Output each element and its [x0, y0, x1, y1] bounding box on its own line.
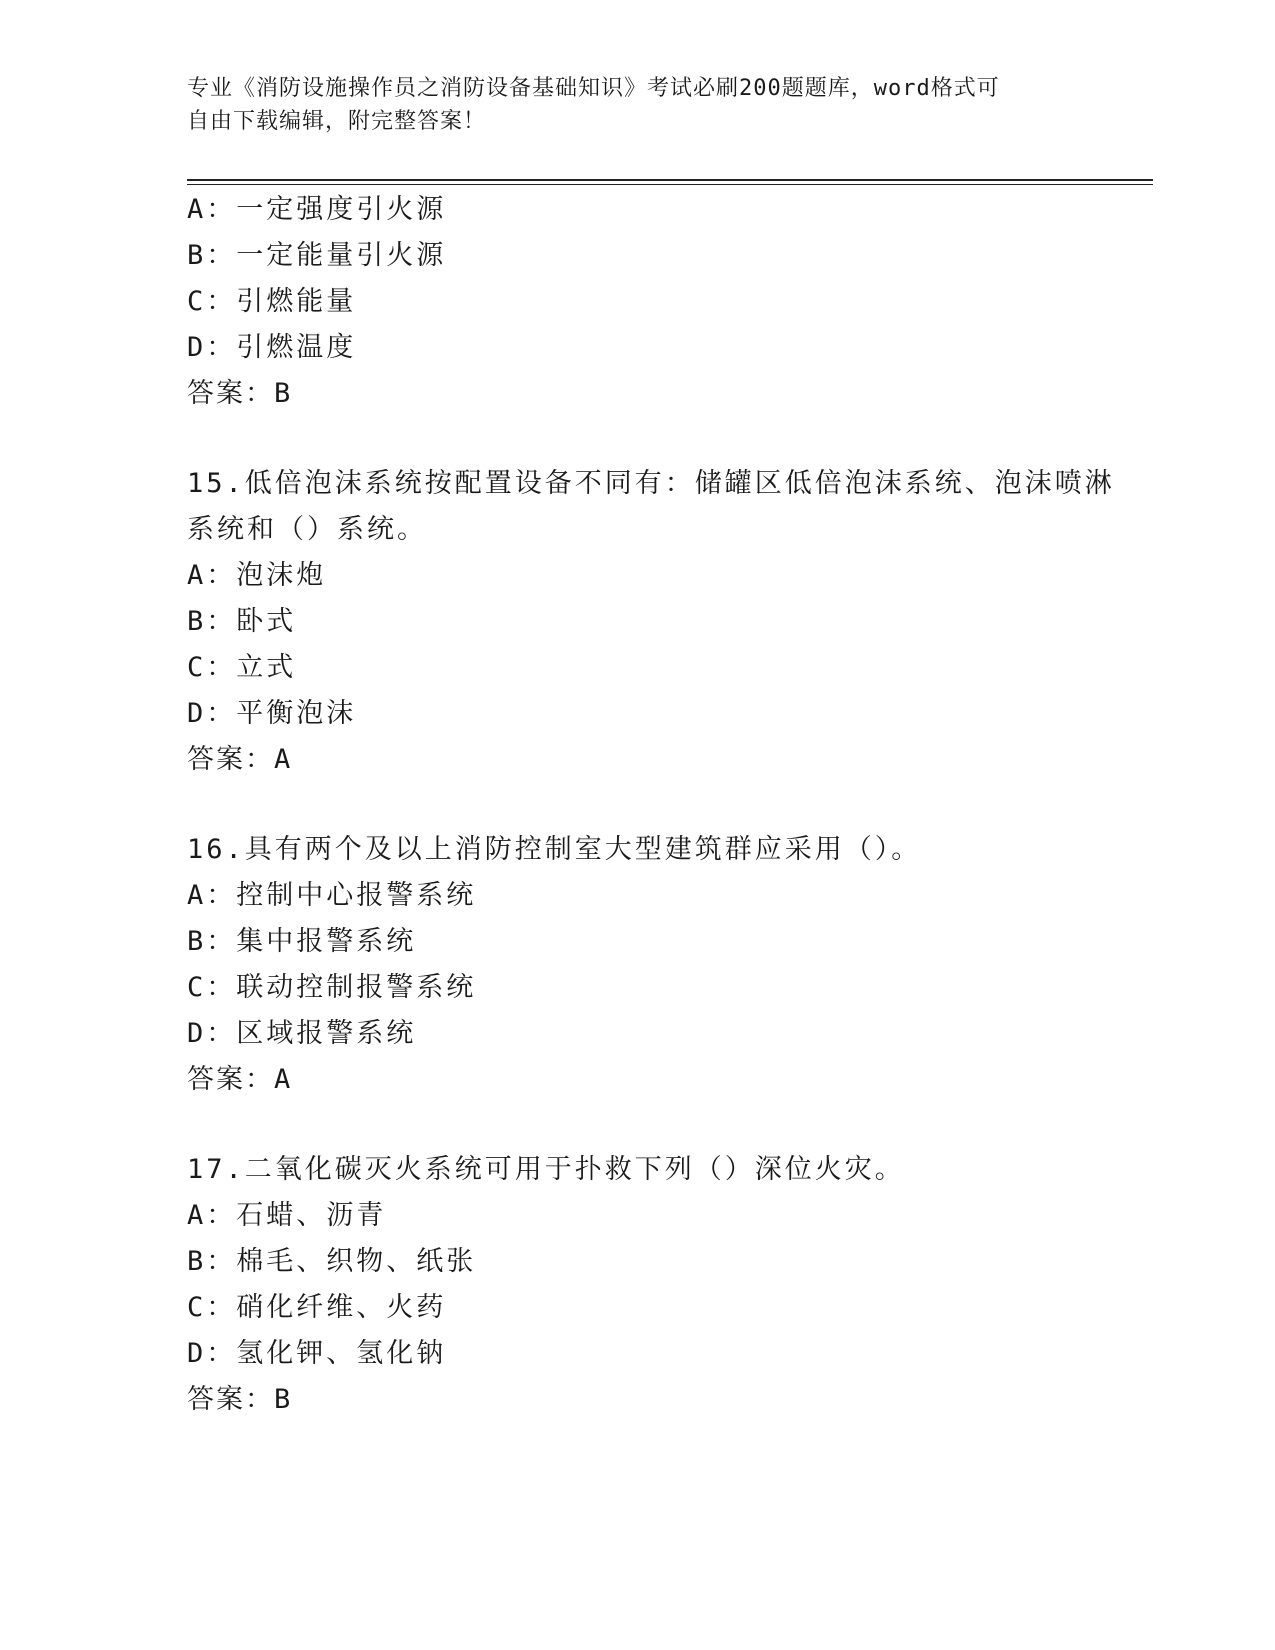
- question-stem-line-1: 15.低倍泡沫系统按配置设备不同有：储罐区低倍泡沫系统、泡沫喷淋: [187, 468, 1115, 499]
- question-15: [187, 461, 1115, 783]
- answer-line: 答案：A: [187, 1064, 293, 1095]
- header-divider-thin: [187, 184, 1153, 185]
- option-d: D：氢化钾、氢化钠: [187, 1338, 447, 1369]
- option-b: B：棉毛、织物、纸张: [187, 1246, 477, 1277]
- question-spacer: [187, 783, 1087, 827]
- option-c: C：联动控制报警系统: [187, 972, 477, 1003]
- option-d: D：平衡泡沫: [187, 698, 357, 729]
- question-stem: 17.二氧化碳灭火系统可用于扑救下列（）深位火灾。: [187, 1154, 905, 1185]
- option-c: C：引燃能量: [187, 286, 357, 317]
- option-c: C：立式: [187, 652, 297, 683]
- option-b: B：卧式: [187, 606, 297, 637]
- answer-line: 答案：A: [187, 744, 293, 775]
- option-d: D：区域报警系统: [187, 1018, 417, 1049]
- question-16: [187, 827, 1087, 1103]
- option-c: C：硝化纤维、火药: [187, 1292, 447, 1323]
- option-a: A：石蜡、沥青: [187, 1200, 387, 1231]
- answer-line: 答案：B: [187, 1384, 293, 1415]
- answer-line: 答案：B: [187, 378, 293, 409]
- option-a: A：控制中心报警系统: [187, 880, 477, 911]
- option-b: B：一定能量引火源: [187, 240, 447, 271]
- option-a: A：泡沫炮: [187, 560, 327, 591]
- document-header: [187, 72, 1087, 138]
- question-17: [187, 1147, 1087, 1423]
- header-divider-thick: [187, 179, 1153, 181]
- option-a: A：一定强度引火源: [187, 194, 447, 225]
- question-list: [187, 187, 1115, 1423]
- question-stem-line-2: 系统和（）系统。: [187, 514, 427, 545]
- question-14: [187, 187, 1087, 417]
- option-d: D：引燃温度: [187, 332, 357, 363]
- question-spacer: [187, 1103, 1087, 1147]
- header-line-1: 专业《消防设施操作员之消防设备基础知识》考试必刷200题题库，word格式可: [187, 76, 1000, 101]
- question-spacer: [187, 417, 1087, 461]
- option-b: B：集中报警系统: [187, 926, 417, 957]
- header-line-2: 自由下载编辑，附完整答案！: [187, 109, 487, 134]
- question-stem: 16.具有两个及以上消防控制室大型建筑群应采用（）。: [187, 834, 922, 865]
